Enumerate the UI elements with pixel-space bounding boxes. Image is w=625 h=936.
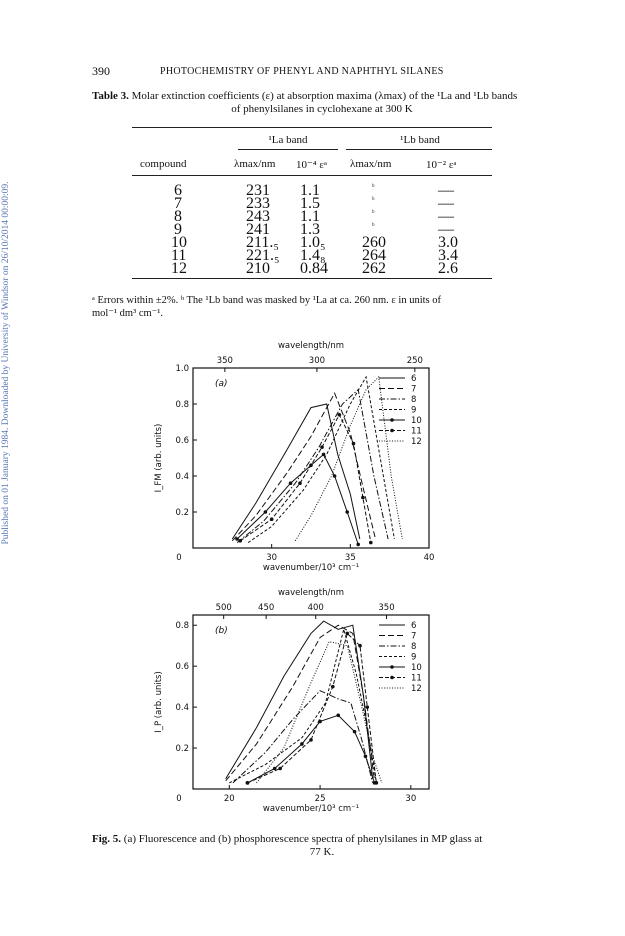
- legend-label-6: 6: [411, 621, 417, 631]
- series-10-point: [289, 481, 293, 485]
- series-10-point: [235, 537, 239, 541]
- table-caption-line2: of phenylsilanes in cyclohexane at 300 K: [231, 103, 413, 115]
- x-axis-label: wavenumber/10³ cm⁻¹: [262, 804, 360, 814]
- cell-la-lambda: 231: [246, 182, 270, 199]
- phosphorescence-panel: [154, 588, 429, 814]
- legend-label-11: 11: [411, 673, 422, 684]
- cell-lb-lambda: 264: [362, 247, 386, 264]
- panel-label: (a): [215, 379, 228, 389]
- series-10-point: [322, 453, 326, 457]
- cell-la-eps: 1.3: [300, 221, 320, 238]
- x-axis-label: wavenumber/10³ cm⁻¹: [262, 563, 360, 573]
- series-11-point: [358, 644, 362, 648]
- legend-label-12: 12: [411, 684, 422, 694]
- series-11-point: [238, 539, 242, 543]
- series-10-point: [353, 730, 357, 734]
- cell-la-lambda: 210: [246, 260, 270, 277]
- x-tick-label: 20: [223, 794, 235, 804]
- series-11-point: [365, 705, 369, 709]
- cell-la-eps: 1.5: [300, 195, 320, 212]
- y-tick-label: 0.4: [175, 703, 189, 714]
- group-rule-lb: [346, 149, 492, 150]
- figure-caption-line1: (a) Fluorescence and (b) phosphorescence spectra of phenylsilanes in MP glass at: [123, 833, 483, 845]
- series-11-point: [369, 541, 373, 545]
- cell-lb-lambda: ᵇ: [372, 221, 375, 230]
- cell-lb-eps: —: [438, 195, 454, 212]
- series-8-line: [237, 390, 388, 543]
- legend-label-9: 9: [411, 405, 417, 416]
- legend-label-7: 7: [411, 631, 417, 642]
- series-9-line: [229, 629, 376, 783]
- series-10-point: [336, 714, 340, 718]
- cell-compound: 12: [171, 260, 187, 277]
- x-tick-label: 0: [176, 794, 182, 804]
- cell-lb-eps: 3.0: [438, 234, 458, 251]
- series-11-point: [338, 413, 342, 417]
- cell-lb-eps: 2.6: [438, 260, 458, 277]
- cell-compound: 6: [174, 182, 182, 199]
- col-lb-eps: 10⁻² εᵃ: [426, 159, 457, 171]
- figure-5: [0, 330, 625, 830]
- series-10-point: [300, 742, 304, 746]
- legend-label-12: 12: [411, 437, 422, 447]
- plot-frame: [193, 368, 429, 548]
- legend-label-9: 9: [411, 652, 417, 663]
- top-tick-label: 350: [216, 356, 233, 366]
- page-number: 390: [92, 64, 110, 78]
- series-10-point: [364, 754, 368, 758]
- x-tick-label: 0: [176, 553, 182, 563]
- top-axis-title: wavelength/nm: [277, 341, 345, 351]
- col-compound: compound: [140, 158, 187, 170]
- cell-lb-lambda: 262: [362, 260, 386, 277]
- legend-label-8: 8: [411, 395, 417, 405]
- series-11-point: [309, 738, 313, 742]
- table-footnote: [92, 294, 552, 320]
- series-10-line: [248, 715, 375, 783]
- series-11-point: [361, 496, 365, 500]
- series-11-point: [270, 517, 274, 521]
- table-bottom-rule: [132, 278, 492, 279]
- y-tick-label: 0.8: [175, 400, 189, 410]
- legend-label-11: 11: [411, 426, 422, 437]
- legend-label-8: 8: [411, 642, 417, 652]
- series-11-point: [352, 442, 356, 446]
- legend-label-10: 10: [411, 663, 422, 673]
- y-axis-label: I_P (arb. units): [154, 671, 164, 733]
- x-tick-label: 25: [314, 794, 326, 804]
- cell-la-eps: 0.84: [300, 260, 328, 277]
- cell-lb-lambda: ᵇ: [372, 195, 375, 204]
- series-11-point: [331, 685, 335, 689]
- series-11-point: [346, 632, 350, 636]
- y-tick-label: 0.2: [175, 744, 189, 755]
- download-watermark: Published on 01 January 1984. Downloaded by University of Windsor on 26/10/2014 00:00:09.: [1, 181, 11, 545]
- cell-lb-eps: —: [438, 221, 454, 238]
- legend-marker-11: [390, 429, 394, 433]
- group-header-lb: ¹Lb band: [400, 134, 440, 146]
- x-tick-label: 40: [423, 553, 435, 563]
- series-11-point: [320, 445, 324, 449]
- figure-caption: [92, 833, 552, 859]
- panel-label: (b): [215, 626, 228, 636]
- top-tick-label: 450: [258, 603, 275, 613]
- legend-label-7: 7: [411, 384, 417, 395]
- running-title: PHOTOCHEMISTRY OF PHENYL AND NAPHTHYL SILANES: [160, 66, 444, 77]
- figure-label: Fig. 5.: [92, 833, 122, 845]
- cell-compound: 8: [174, 208, 182, 225]
- series-11-point: [298, 481, 302, 485]
- top-tick-label: 250: [406, 356, 423, 366]
- table-caption: [92, 90, 552, 116]
- cell-la-lambda: 221.₅: [246, 247, 280, 264]
- legend-marker-11: [390, 676, 394, 680]
- y-axis-label: I_FM (arb. units): [154, 423, 164, 493]
- top-tick-label: 500: [215, 603, 232, 613]
- legend-marker-10: [390, 418, 394, 422]
- cell-lb-lambda: ᵇ: [372, 182, 375, 191]
- y-tick-label: 0.2: [175, 508, 189, 518]
- y-tick-label: 0.6: [175, 662, 189, 673]
- y-tick-label: 0.4: [175, 472, 189, 482]
- cell-la-lambda: 233: [246, 195, 270, 212]
- series-11-point: [278, 767, 282, 771]
- legend-label-6: 6: [411, 374, 417, 384]
- cell-la-lambda: 211.₅: [246, 234, 279, 251]
- cell-la-eps: 1.0₅: [300, 234, 326, 251]
- plot-frame: [193, 615, 429, 789]
- cell-compound: 9: [174, 221, 182, 238]
- table-footnote-line1: ᵃ Errors within ±2%. ᵇ The ¹Lb band was masked by ¹La at ca. 260 nm. ε in units of: [92, 295, 441, 306]
- top-tick-label: 300: [308, 356, 326, 366]
- fluorescence-panel: [154, 341, 434, 573]
- series-11-point: [375, 781, 379, 785]
- cell-la-lambda: 241: [246, 221, 270, 238]
- cell-compound: 7: [174, 195, 182, 212]
- y-tick-label: 0.8: [175, 621, 189, 632]
- cell-lb-eps: 3.4: [438, 247, 458, 264]
- series-9-line: [248, 377, 394, 543]
- table-header-rule: [132, 175, 492, 176]
- cell-compound: 10: [171, 234, 187, 251]
- legend-marker-10: [390, 665, 394, 669]
- cell-la-eps: 1.1: [300, 182, 320, 199]
- col-lb-lambda: λmax/nm: [350, 158, 392, 170]
- series-7-line: [226, 625, 375, 781]
- top-tick-label: 400: [307, 603, 324, 613]
- series-7-line: [232, 393, 375, 541]
- figure-caption-line2: 77 K.: [309, 846, 335, 858]
- series-10-point: [333, 474, 337, 478]
- cell-lb-eps: —: [438, 208, 454, 225]
- group-rule-la: [238, 149, 338, 150]
- cell-la-eps: 1.4₈: [300, 247, 326, 264]
- y-tick-label: 0.6: [175, 436, 189, 446]
- cell-lb-lambda: ᵇ: [372, 208, 375, 217]
- group-header-la: ¹La band: [268, 134, 308, 146]
- y-tick-label: 1.0: [175, 364, 189, 374]
- table-top-rule: [132, 127, 492, 128]
- cell-compound: 11: [171, 247, 187, 264]
- cell-la-lambda: 243: [246, 208, 270, 225]
- table-caption-line1: Molar extinction coefficients (ε) at absorption maxima (λmax) of the ¹La and ¹Lb bands: [131, 90, 518, 102]
- col-la-eps: 10⁻⁴ εᵃ: [296, 159, 328, 171]
- x-tick-label: 30: [405, 794, 417, 804]
- table-footnote-line2: mol⁻¹ dm³ cm⁻¹.: [92, 308, 163, 319]
- cell-lb-lambda: 260: [362, 234, 386, 251]
- cell-la-eps: 1.1: [300, 208, 320, 225]
- series-10-point: [356, 543, 360, 547]
- series-10-point: [345, 510, 349, 514]
- series-11-point: [246, 781, 250, 785]
- cell-lb-eps: —: [438, 182, 454, 199]
- series-10-point: [264, 510, 268, 514]
- col-la-lambda: λmax/nm: [234, 158, 276, 170]
- series-6-line: [226, 621, 373, 779]
- top-tick-label: 350: [378, 603, 395, 613]
- top-axis-title: wavelength/nm: [277, 588, 345, 598]
- legend-label-10: 10: [411, 416, 422, 426]
- x-tick-label: 35: [344, 553, 356, 563]
- table-label: Table 3.: [92, 90, 129, 102]
- x-tick-label: 30: [266, 553, 278, 563]
